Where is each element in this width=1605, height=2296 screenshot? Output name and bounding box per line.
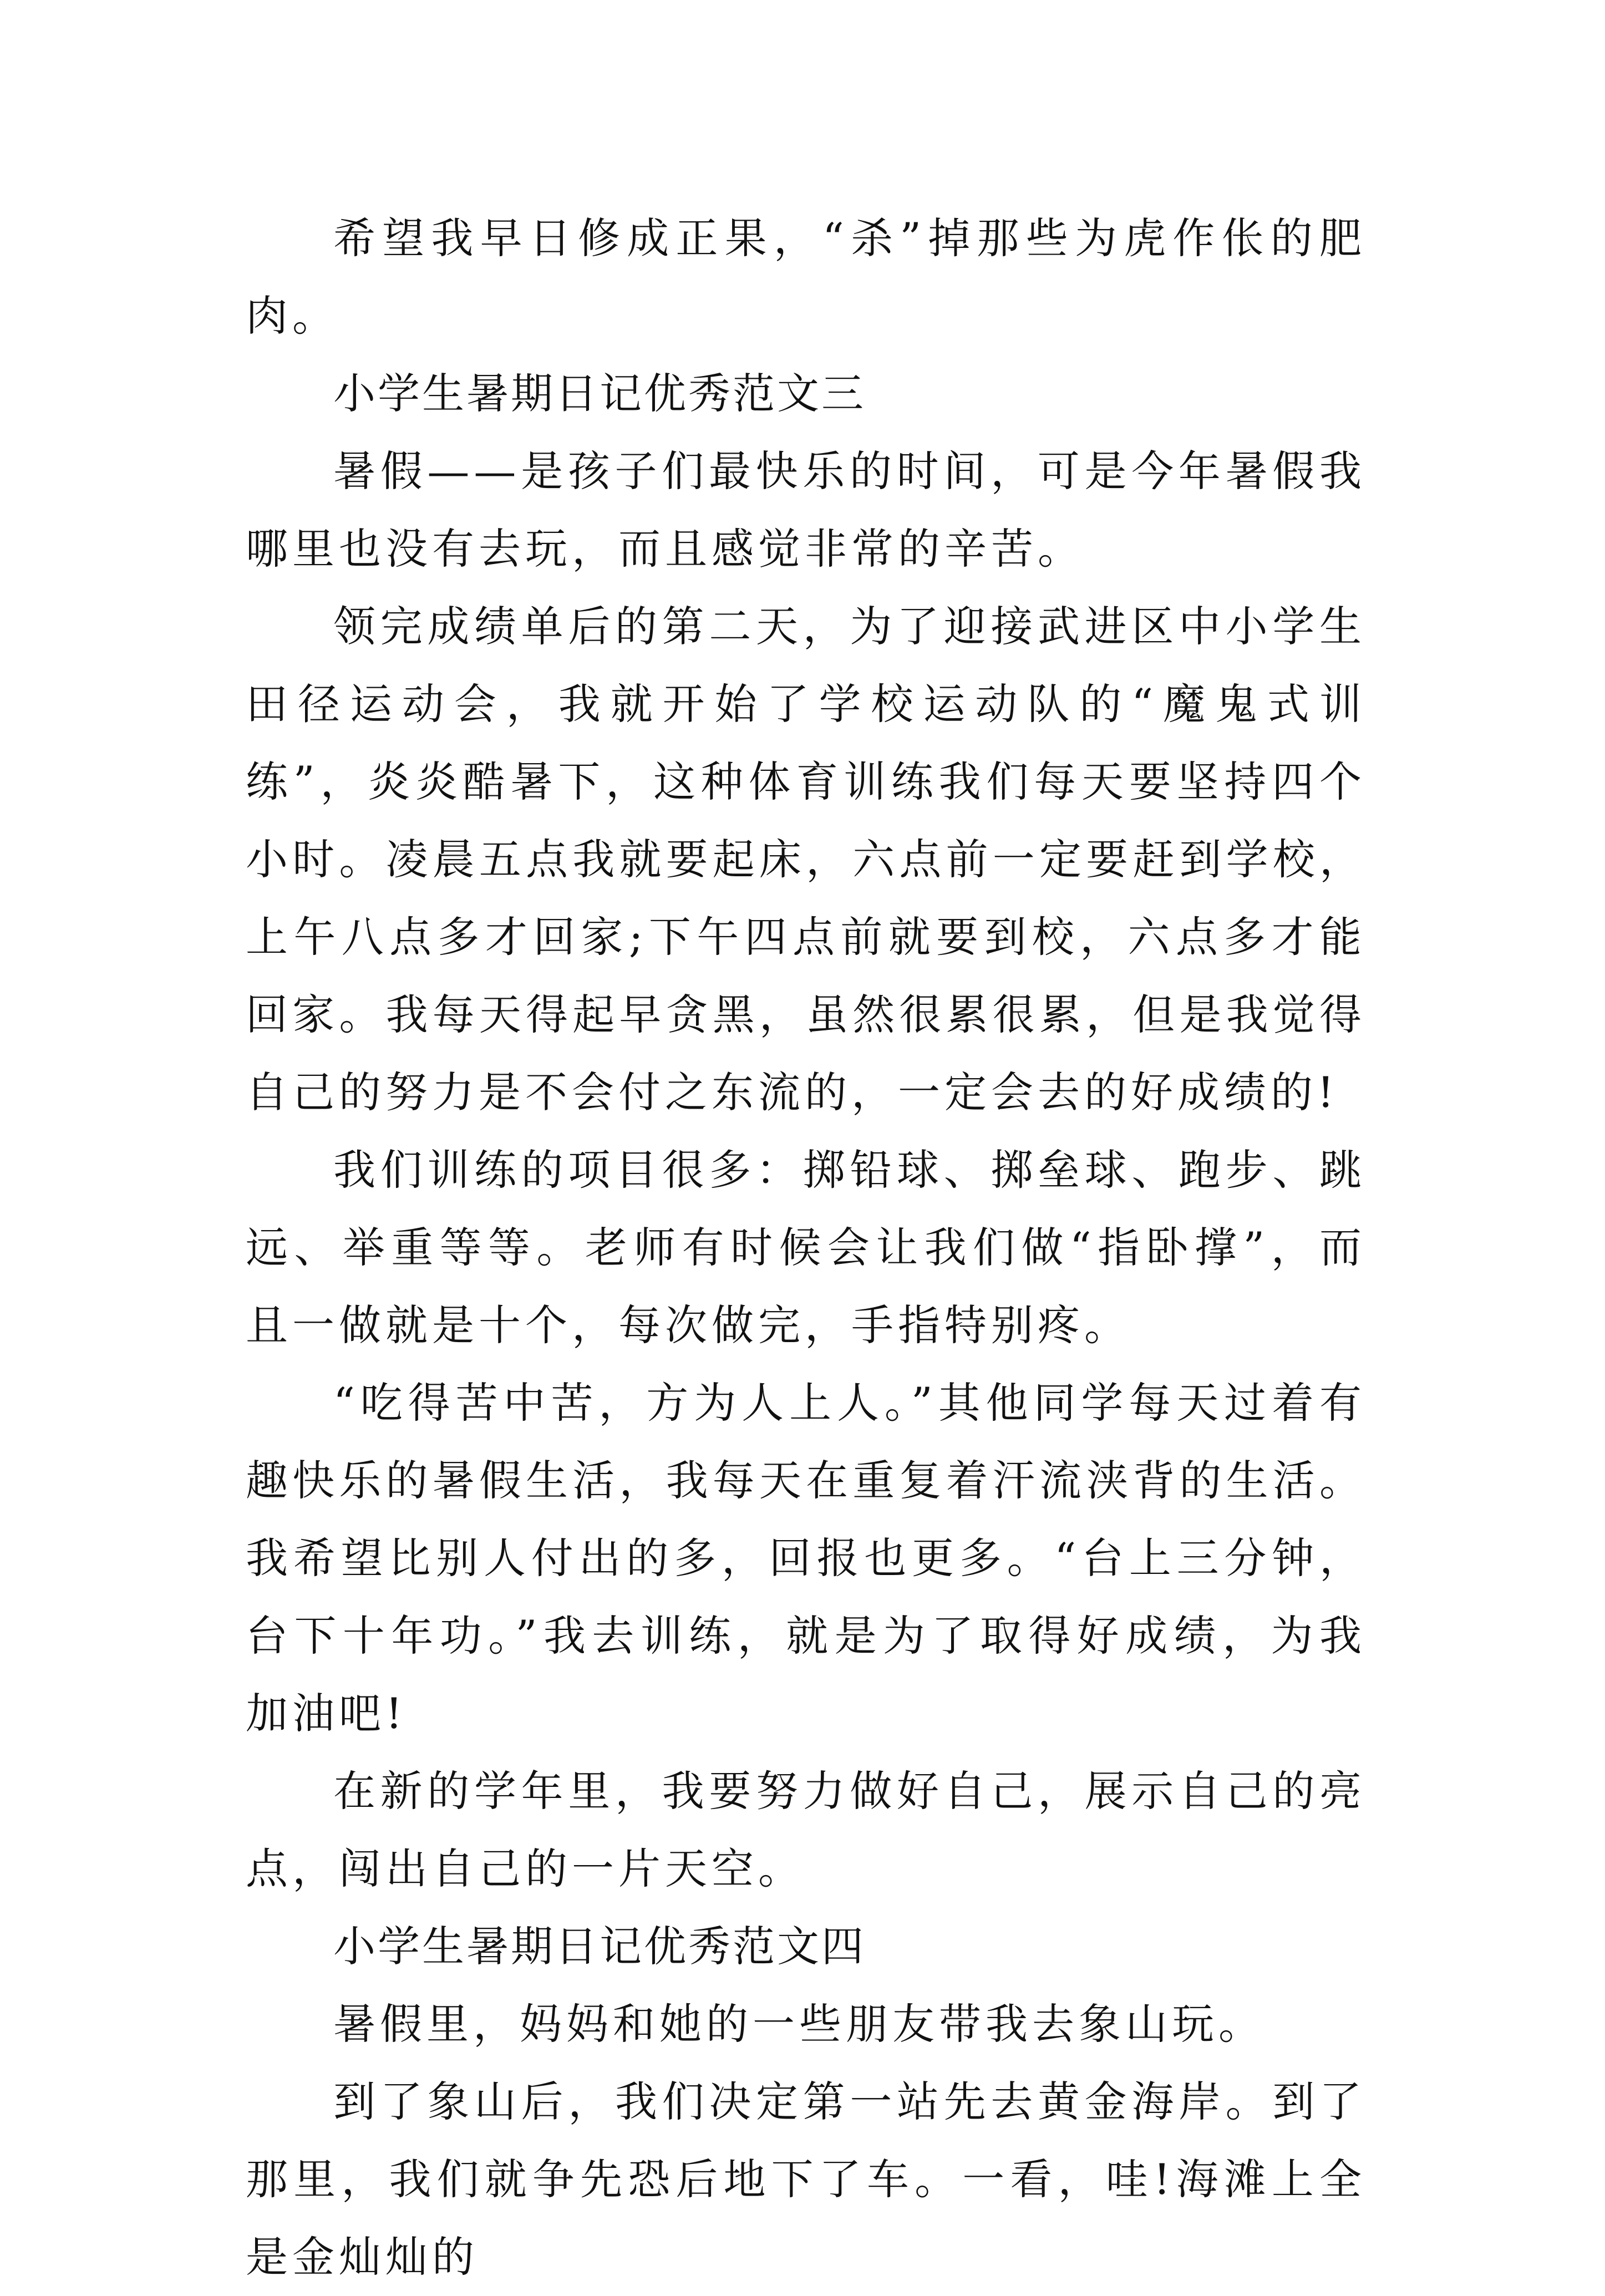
paragraph: 暑假里，妈妈和她的一些朋友带我去象山玩。: [333, 1999, 1265, 2049]
paragraph: “吃得苦中苦，方为人上人。”其他同学每天过着有趣快乐的暑假生活，我每天在重复着汗流浃背的生活。我希望比别人付出的多，回报也更多。“台上三分钟，台下十年功。”我去训练，就是为了取得好成绩，为我加油吧!: [246, 1378, 1366, 1738]
paragraph: 我们训练的项目很多：掷铅球、掷垒球、跑步、跳远、举重等等。老师有时候会让我们做“指卧撑”，而且一做就是十个，每次做完，手指特别疼。: [246, 1145, 1366, 1350]
document-body: [246, 200, 1366, 2296]
paragraph: 希望我早日修成正果，“杀”掉那些为虎作伥的肥肉。: [246, 214, 1366, 341]
paragraph: 领完成绩单后的第二天，为了迎接武进区中小学生田径运动会，我就开始了学校运动队的“魔鬼式训练”，炎炎酷暑下，这种体育训练我们每天要坚持四个小时。凌晨五点我就要起床，六点前一定要赶到学校，上午八点多才回家;下午四点前就要到校，六点多才能回家。我每天得起早贪黑，虽然很累很累，但是我觉得自己的努力是不会付之东流的，一定会去的好成绩的!: [246, 602, 1366, 1117]
section-heading: 小学生暑期日记优秀范文三: [333, 369, 866, 418]
paragraph: 在新的学年里，我要努力做好自己，展示自己的亮点，闯出自己的一片天空。: [246, 1766, 1366, 1893]
paragraph: 到了象山后，我们决定第一站先去黄金海岸。到了那里，我们就争先恐后地下了车。一看，哇!海滩上全是金灿灿的: [246, 2077, 1366, 2282]
paragraph: 暑假——是孩子们最快乐的时间，可是今年暑假我哪里也没有去玩，而且感觉非常的辛苦。: [246, 446, 1366, 573]
section-heading: 小学生暑期日记优秀范文四: [333, 1922, 866, 1971]
